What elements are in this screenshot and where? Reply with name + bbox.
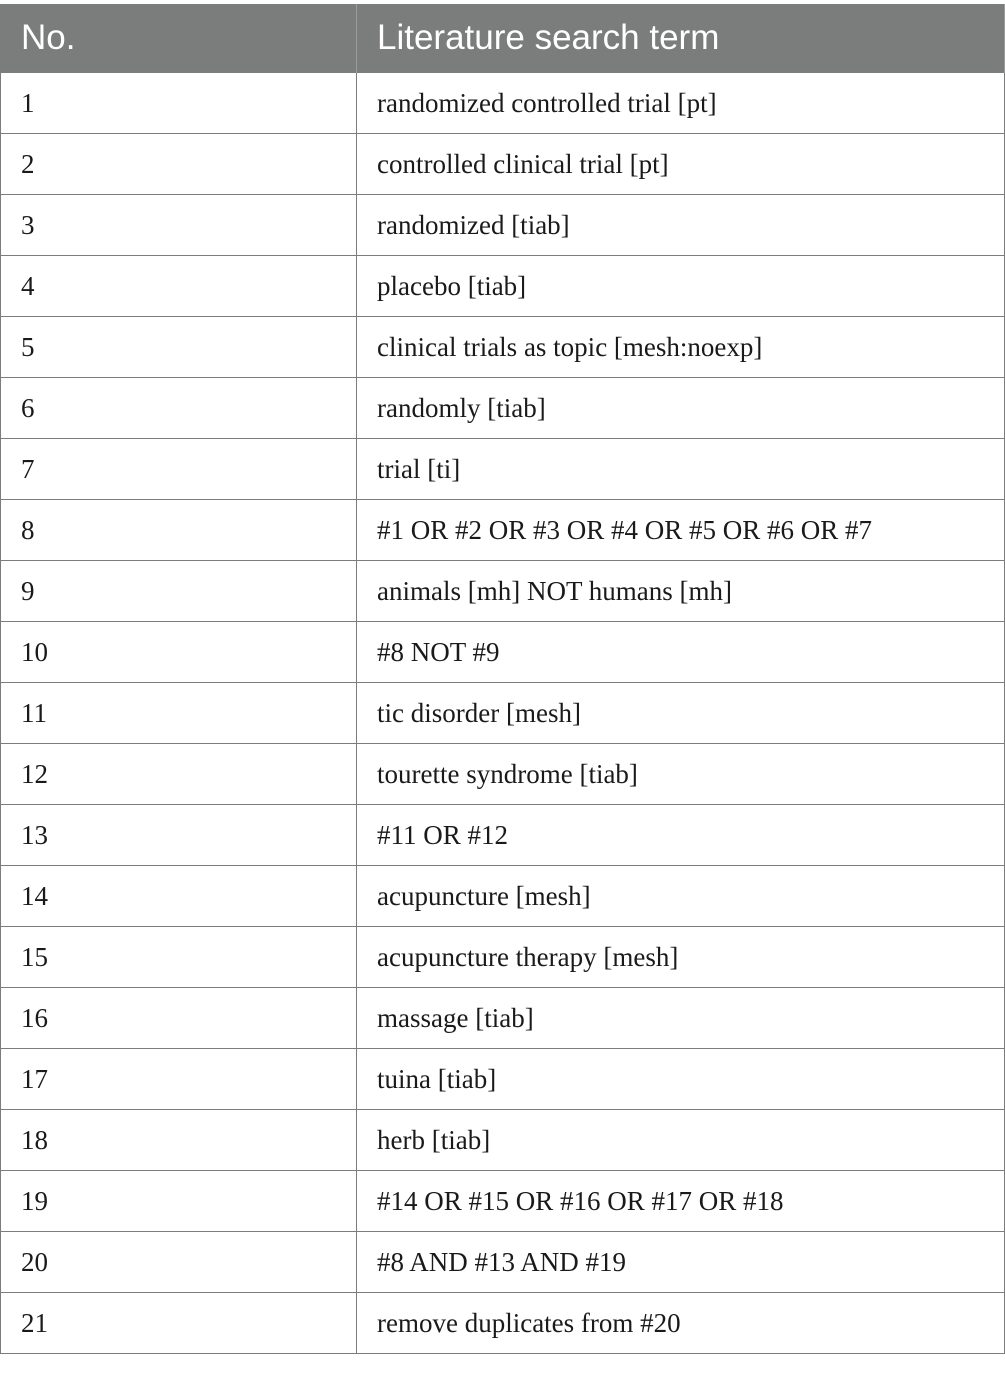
row-number-cell: 5	[1, 317, 357, 378]
table-row	[1, 73, 1005, 134]
search-term-cell: #8 NOT #9	[357, 622, 1005, 683]
header-row	[1, 4, 1005, 73]
search-term-cell: acupuncture [mesh]	[357, 866, 1005, 927]
search-term-cell: randomized [tiab]	[357, 195, 1005, 256]
table-header	[1, 4, 1005, 73]
table-row	[1, 927, 1005, 988]
row-number-cell: 17	[1, 1049, 357, 1110]
search-term-cell: #8 AND #13 AND #19	[357, 1232, 1005, 1293]
search-term-cell: herb [tiab]	[357, 1110, 1005, 1171]
row-number-cell: 13	[1, 805, 357, 866]
row-number-cell: 3	[1, 195, 357, 256]
row-number-cell: 14	[1, 866, 357, 927]
search-term-cell: tuina [tiab]	[357, 1049, 1005, 1110]
table-row	[1, 1049, 1005, 1110]
search-term-cell: placebo [tiab]	[357, 256, 1005, 317]
row-number-cell: 6	[1, 378, 357, 439]
row-number-cell: 11	[1, 683, 357, 744]
search-term-cell: massage [tiab]	[357, 988, 1005, 1049]
table-row	[1, 866, 1005, 927]
table-body	[1, 73, 1005, 1354]
search-term-cell: controlled clinical trial [pt]	[357, 134, 1005, 195]
search-term-cell: animals [mh] NOT humans [mh]	[357, 561, 1005, 622]
table-row	[1, 622, 1005, 683]
row-number-cell: 12	[1, 744, 357, 805]
table-row	[1, 744, 1005, 805]
search-term-cell: trial [ti]	[357, 439, 1005, 500]
row-number-cell: 4	[1, 256, 357, 317]
table-row	[1, 317, 1005, 378]
search-term-cell: tic disorder [mesh]	[357, 683, 1005, 744]
table-row	[1, 378, 1005, 439]
table-row	[1, 1110, 1005, 1171]
table-row	[1, 1171, 1005, 1232]
search-term-cell: clinical trials as topic [mesh:noexp]	[357, 317, 1005, 378]
table-row	[1, 805, 1005, 866]
search-term-cell: acupuncture therapy [mesh]	[357, 927, 1005, 988]
search-term-cell: randomly [tiab]	[357, 378, 1005, 439]
row-number-cell: 19	[1, 1171, 357, 1232]
table-row	[1, 683, 1005, 744]
table-row	[1, 195, 1005, 256]
search-term-cell: randomized controlled trial [pt]	[357, 73, 1005, 134]
table-row	[1, 439, 1005, 500]
row-number-cell: 8	[1, 500, 357, 561]
row-number-cell: 16	[1, 988, 357, 1049]
row-number-cell: 20	[1, 1232, 357, 1293]
table-row	[1, 561, 1005, 622]
row-number-cell: 9	[1, 561, 357, 622]
row-number-cell: 21	[1, 1293, 357, 1354]
search-term-cell: #11 OR #12	[357, 805, 1005, 866]
search-term-cell: #14 OR #15 OR #16 OR #17 OR #18	[357, 1171, 1005, 1232]
table-row	[1, 500, 1005, 561]
row-number-cell: 7	[1, 439, 357, 500]
column-header-term: Literature search term	[357, 4, 1005, 73]
table-row	[1, 134, 1005, 195]
row-number-cell: 18	[1, 1110, 357, 1171]
column-header-no: No.	[1, 4, 357, 73]
search-term-cell: tourette syndrome [tiab]	[357, 744, 1005, 805]
table-row	[1, 988, 1005, 1049]
row-number-cell: 15	[1, 927, 357, 988]
table-row	[1, 1293, 1005, 1354]
search-term-cell: #1 OR #2 OR #3 OR #4 OR #5 OR #6 OR #7	[357, 500, 1005, 561]
table-row	[1, 1232, 1005, 1293]
row-number-cell: 10	[1, 622, 357, 683]
table-row	[1, 256, 1005, 317]
search-term-cell: remove duplicates from #20	[357, 1293, 1005, 1354]
search-strategy-table	[0, 4, 1005, 1354]
row-number-cell: 2	[1, 134, 357, 195]
row-number-cell: 1	[1, 73, 357, 134]
